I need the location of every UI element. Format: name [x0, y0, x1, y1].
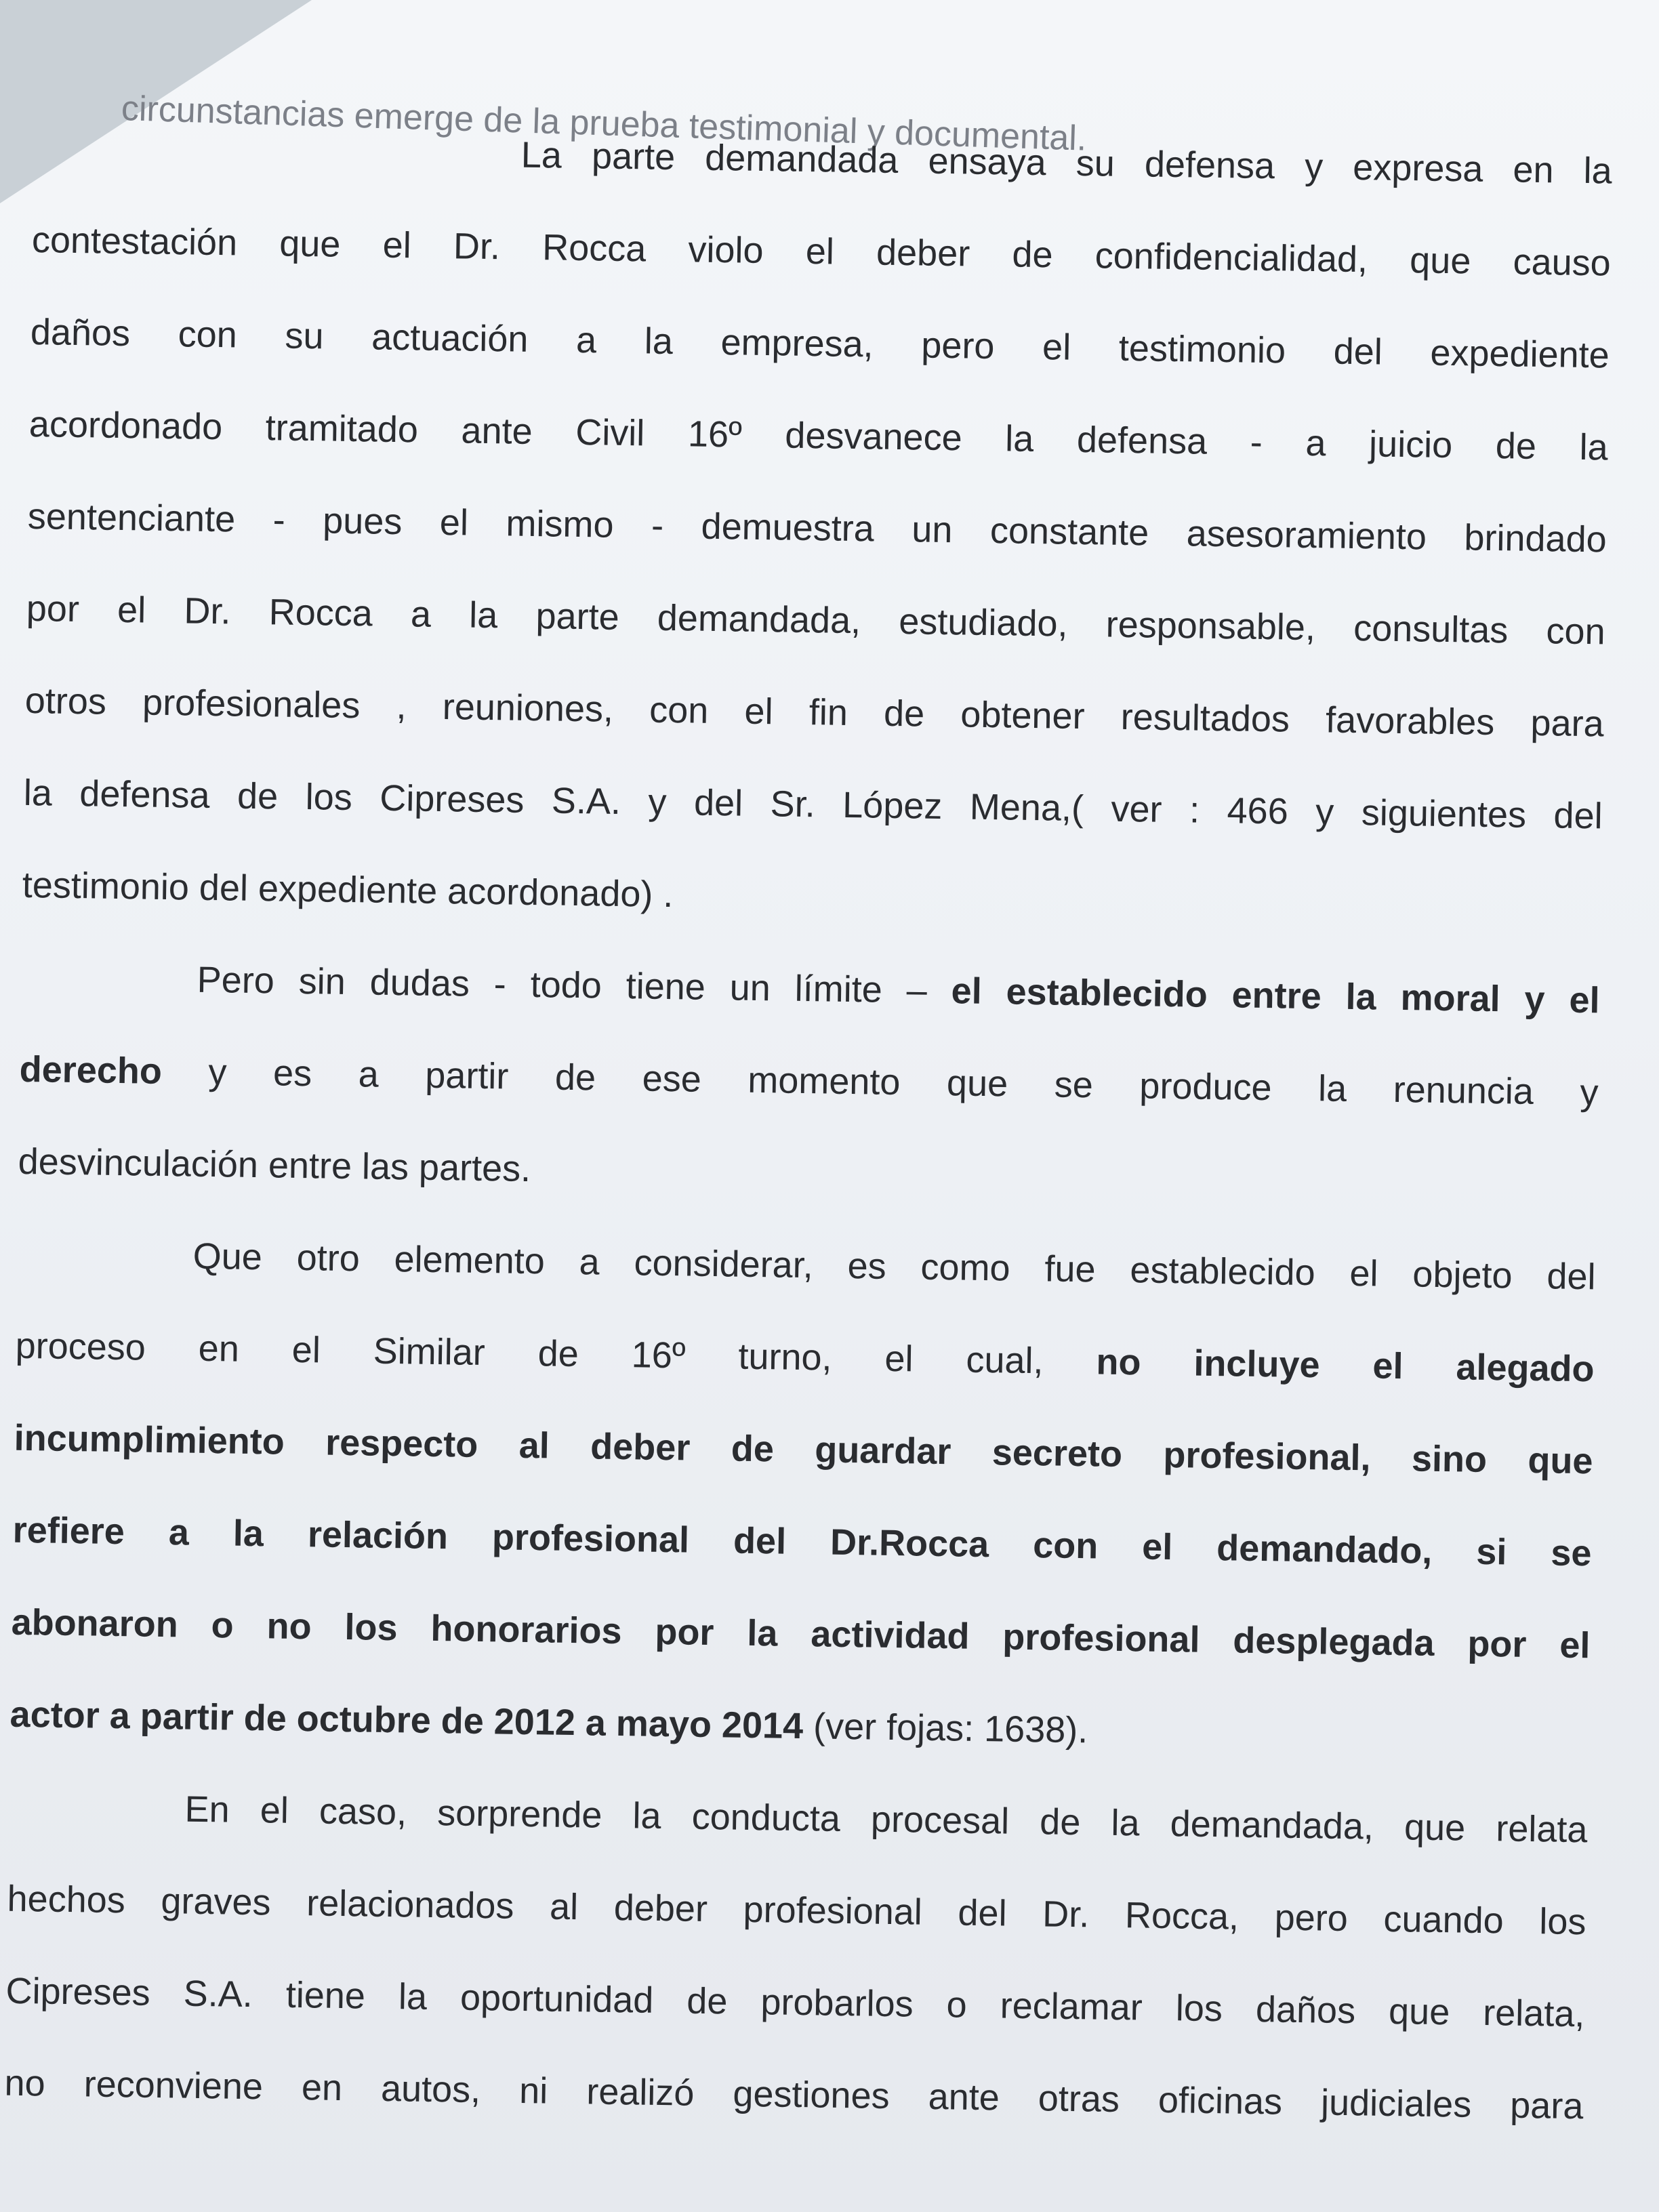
- paragraph3-line-4: refiere a la relación profesional del Dr.Rocca con el demandado, si se: [12, 1509, 1592, 1574]
- paragraph2-line-2-bold: derecho: [19, 1048, 163, 1092]
- paragraph2-line-1-normal: Pero sin dudas - todo tiene un límite –: [197, 959, 952, 1012]
- paragraph3-line-2-bold: no incluye el alegado: [1096, 1341, 1595, 1390]
- paragraph3-line-6-bold: actor a partir de octubre de 2012 a mayo 2014: [9, 1694, 804, 1747]
- paragraph3-line-5: abonaron o no los honorarios por la actividad profesional desplegada por el: [11, 1601, 1591, 1666]
- paragraph4-line-2: hechos graves relacionados al deber profesional del Dr. Rocca, pero cuando los: [7, 1878, 1586, 1943]
- paragraph2-line-2-normal: y es a partir de ese momento que se produce la renuncia y: [161, 1050, 1599, 1113]
- paragraph1-line-6: por el Dr. Rocca a la parte demandada, estudiado, responsable, consultas con: [26, 588, 1606, 653]
- paragraph4-line-1: En el caso, sorprende la conducta procesal de la demandada, que relata: [184, 1788, 1588, 1851]
- paragraph3-line-1: Que otro elemento a considerar, es como fue establecido el objeto del: [192, 1235, 1596, 1298]
- paragraph1-line-4: acordonado tramitado ante Civil 16º desvanece la defensa - a juicio de la: [28, 403, 1609, 468]
- paragraph1-line-7: otros profesionales , reuniones, con el fin de obtener resultados favorables para: [24, 680, 1605, 745]
- top-text-line: circunstancias emerge de la prueba testimonial y documental.: [121, 88, 1088, 159]
- paragraph4-line-3: Cipreses S.A. tiene la oportunidad de probarlos o reclamar los daños que relata,: [5, 1970, 1585, 2035]
- paragraph3-line-6-normal: (ver fojas: 1638).: [802, 1706, 1088, 1751]
- paragraph4-line-4: no reconviene en autos, ni realizó gestiones ante otras oficinas judiciales para: [4, 2062, 1584, 2127]
- paragraph1-line-8: la defensa de los Cipreses S.A. y del Sr. López Mena,( ver : 466 y siguientes del: [23, 772, 1603, 837]
- paragraph1-line-9: testimonio del expediente acordonado) .: [22, 864, 674, 916]
- paragraph3-line-3: incumplimiento respecto al deber de guardar secreto profesional, sino que: [14, 1417, 1593, 1482]
- paragraph1-line-5: sentenciante - pues el mismo - demuestra un constante asesoramiento brindado: [27, 495, 1607, 560]
- paragraph2-line-3: desvinculación entre las partes.: [18, 1141, 531, 1190]
- paragraph1-line-1: La parte demandada ensaya su defensa y expresa en la: [520, 134, 1613, 192]
- paragraph3-line-2-normal: proceso en el Similar de 16º turno, el cual,: [15, 1325, 1097, 1382]
- paragraph1-line-3: daños con su actuación a la empresa, pero el testimonio del expediente: [30, 311, 1610, 376]
- paragraph1-line-2: contestación que el Dr. Rocca violo el deber de confidencialidad, que causo: [31, 219, 1612, 284]
- document-body: [4, 102, 1613, 2152]
- paragraph2-line-1-bold: el establecido entre la moral y el: [951, 970, 1601, 1021]
